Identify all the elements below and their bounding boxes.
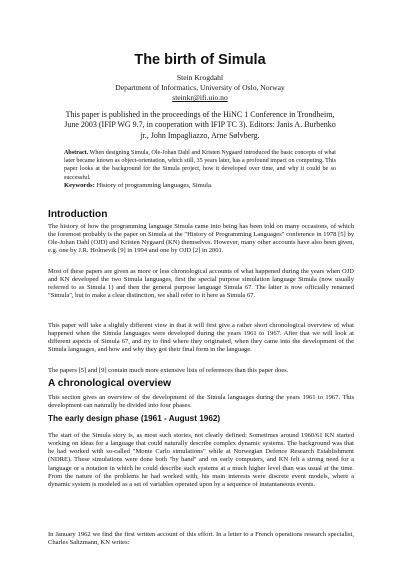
introduction-paragraph-4: The papers [5] and [9] contain much more extensive lists of references than this paper does. [48, 367, 289, 374]
introduction-paragraph-3: This paper will take a slightly different view in that it will first give a rather short chronological overview of what happened when the Simula languages were developed during the years 1961 to 1967. After that we will look at different aspects of Simula 67, and try to find where they originated, when they came into the development of the Simula languages, and how and why they got their final form in the language. [48, 322, 354, 354]
abstract-text: When designing Simula, Ole-Johan Dahl and Kristen Nygaard introduced the basic concepts of what later became known as object-orientation, which still, 35 years later, has a profound impact on computing. This paper looks at the background for the Simula project, how it developed over time, and why it could be so successful. [64, 150, 336, 181]
introduction-paragraph-1: The history of how the programming language Simula came into being has been told on many occasions, of which the foremost probably is the paper on Simula at the "History of Programming Languages" conference in 1978 [5] by Ole-Johan Dahl (OJD) and Kristen Nygaard (KN) themselves. However, many other accounts have also been given, e.g. one by J.R. Holmevik [9] in 1994 and one by OJD [2] in 2001. [48, 223, 354, 255]
section-heading-chronological-overview: A chronological overview [48, 378, 172, 389]
keywords-label: Keywords: [64, 182, 95, 189]
early-phase-paragraph-1: The start of the Simula story is, as most such stories, not clearly defined: Sometimes around 1960/61 KN started working on ideas for a language that could naturally describe complex dynamic systems. The background was that he had worked with so-called "Monte Carlo simulations" while at Norwegian Defence Research Establishment (NDRE). These simulations were done both "by hand" and on early computers, and KN felt a strong need for a language or a notation in which he could describe such systems at a much higher level than was usual at the time. From the nature of the problems he had worked with, his main interests were discrete event models, where a dynamic system is modeled as a set of variables operated upon by a sequence of instantaneous events. [48, 432, 354, 488]
section-heading-introduction: Introduction [48, 209, 108, 220]
paper-title: The birth of Simula [134, 52, 266, 68]
author-affiliation: Department of Informatics, University of Oslo, Norway [115, 83, 285, 92]
keywords [64, 182, 344, 190]
abstract-label: Abstract. [64, 150, 89, 156]
early-phase-paragraph-2: In January 1962 we find the first written account of this effort. In a letter to a French operations research specialist, Charles Saltzmann, KN writes: [48, 531, 354, 547]
keywords-text: History of programming languages, Simula. [96, 182, 213, 189]
publication-note: This paper is published in the proceedings of the HiNC 1 Conference in Trondheim, June 2003 (IFIP WG 9.7, in cooperation with IFIP TC 3). Editors: Janis A. Burbenko jr., John Impagliazzo, Arne Sølvberg. [64, 110, 336, 140]
author-email-link[interactable]: steinkr@ifi.uio.no [172, 93, 228, 102]
author-email-line [0, 93, 400, 103]
author-name: Stein Krogdahl [176, 73, 224, 82]
subsection-heading-early-design-phase: The early design phase (1961 - August 1962) [48, 414, 221, 423]
introduction-paragraph-2: Most of these papers are given as more or less chronological accounts of what happened during the years when OJD and KN developed the two Simula languages, first the special purpose simulation language Simula (now usually referred to as Simula 1) and then the general purpose language Simula 67. The latter is now officially renamed "Simula", but to make a clear distinction, we shall refer to it here as Simula 67. [48, 268, 354, 300]
chronological-paragraph-1: This section gives an overview of the development of the Simula languages during the years 1961 to 1967. This development can naturally be divided into four phases. [48, 394, 354, 410]
abstract [64, 149, 336, 182]
